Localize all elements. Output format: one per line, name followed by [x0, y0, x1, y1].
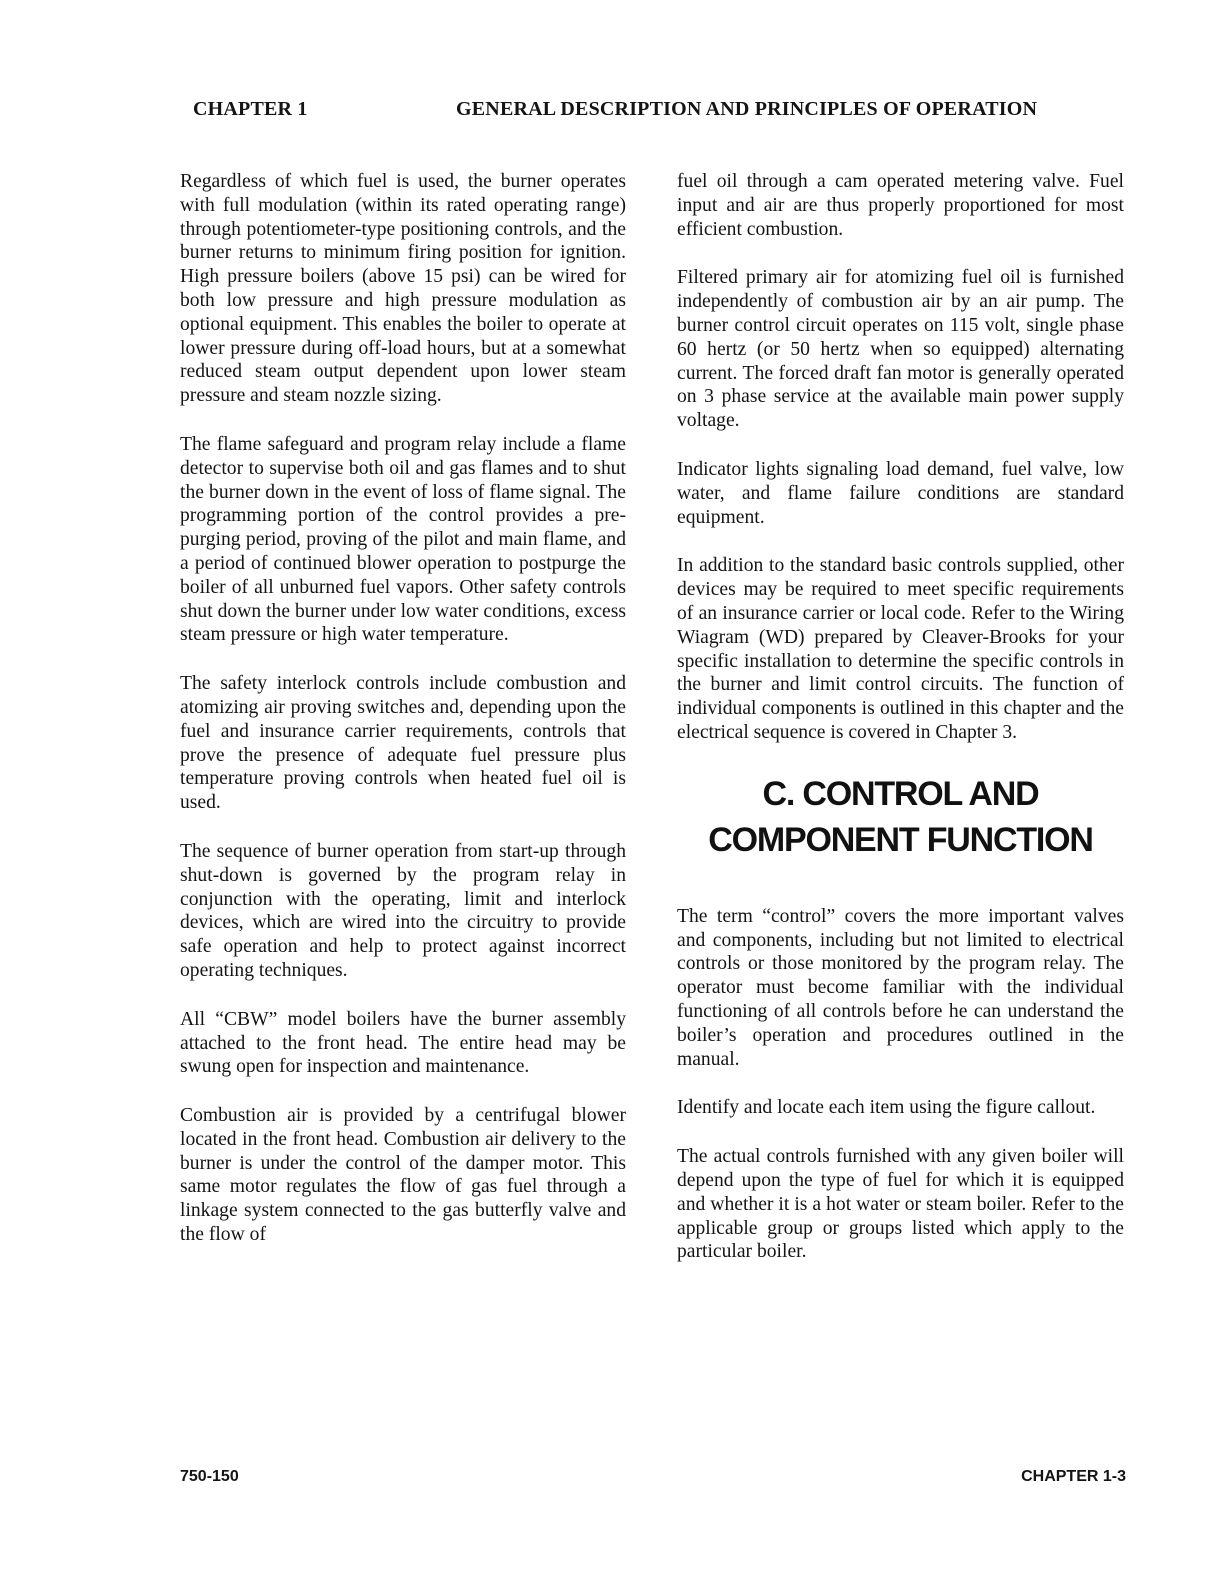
paragraph: The actual controls furnished with any given boiler will depend upon the type of fuel for which it is equipped and whether it is a hot water or steam boiler. Refer to the applicable group or groups listed which apply to the particular boiler. — [677, 1146, 1124, 1263]
section-heading-line1: C. CONTROL AND — [762, 774, 1039, 813]
right-column — [677, 170, 1124, 1289]
section-heading — [677, 771, 1124, 863]
chapter-title: GENERAL DESCRIPTION AND PRINCIPLES OF OPERATION — [456, 98, 1038, 120]
paragraph: Indicator lights signaling load demand, fuel valve, low water, and flame failure conditions are standard equipment. — [677, 458, 1124, 528]
paragraph: Identify and locate each item using the figure callout. — [677, 1097, 1096, 1119]
document-number: 750-150 — [180, 1468, 239, 1485]
paragraph: The safety interlock controls include combustion and atomizing air proving switches and, depending upon the fuel and insurance carrier requirements, controls that prove the presence of adequate fuel pressure plus temperature proving controls when heated fuel oil is used. — [180, 673, 626, 814]
section-heading-line2: COMPONENT FUNCTION — [708, 820, 1093, 859]
paragraph: The term “control” covers the more important valves and components, including but not limited to electrical controls or those monitored by the program relay. The operator must become familiar with the individual functioning of all controls before he can understand the boiler’s operation and procedures outlined in the manual. — [677, 905, 1124, 1070]
paragraph: The sequence of burner operation from start-up through shut-down is governed by the program relay in conjunction with the operating, limit and interlock devices, which are wired into the circuitry to provide safe operation and help to protect against incorrect operating techniques. — [180, 840, 626, 981]
paragraph: Filtered primary air for atomizing fuel oil is furnished independently of combustion air by an air pump. The burner control circuit operates on 115 volt, single phase 60 hertz (or 50 hertz when so equipped) alternating current. The forced draft fan motor is generally operated on 3 phase service at the available main power supply voltage. — [677, 267, 1124, 432]
paragraph: Regardless of which fuel is used, the burner operates with full modulation (within its rated operating range) through potentiometer-type positioning controls, and the burner returns to minimum firing position for ignition. High pressure boilers (above 15 psi) can be wired for both low pressure and high pressure modulation as optional equipment. This enables the boiler to operate at lower pressure during off-load hours, but at a somewhat reduced steam output dependent upon lower steam pressure and steam nozzle sizing. — [180, 171, 626, 407]
chapter-label: CHAPTER 1 — [193, 98, 308, 120]
paragraph: All “CBW” model boilers have the burner assembly attached to the front head. The entire head may be swung open for inspection and maintenance. — [180, 1008, 626, 1078]
page-number: CHAPTER 1-3 — [1021, 1468, 1126, 1485]
paragraph: fuel oil through a cam operated metering valve. Fuel input and air are thus properly proportioned for most efficient combustion. — [677, 171, 1124, 240]
paragraph: The flame safeguard and program relay include a flame detector to supervise both oil and gas flames and to shut the burner down in the event of loss of flame signal. The programming portion of the control provides a pre-purging period, proving of the pilot and main flame, and a period of continued blower operation to postpurge the boiler of all unburned fuel vapors. Other safety controls shut down the burner under low water conditions, excess steam pressure or high water temperature. — [180, 433, 626, 646]
paragraph: In addition to the standard basic controls supplied, other devices may be required to meet specific requirements of an insurance carrier or local code. Refer to the Wiring Wiagram (WD) prepared by Cleaver-Brooks for your specific installation to determine the specific controls in the burner and limit control circuits. The function of individual components is outlined in this chapter and the electrical sequence is covered in Chapter 3. — [677, 555, 1124, 743]
paragraph: Combustion air is provided by a centrifugal blower located in the front head. Combustion air delivery to the burner is under the control of the damper motor. This same motor regulates the flow of gas fuel through a linkage system connected to the gas butterfly valve and the flow of — [180, 1105, 626, 1246]
left-column — [180, 170, 626, 1272]
